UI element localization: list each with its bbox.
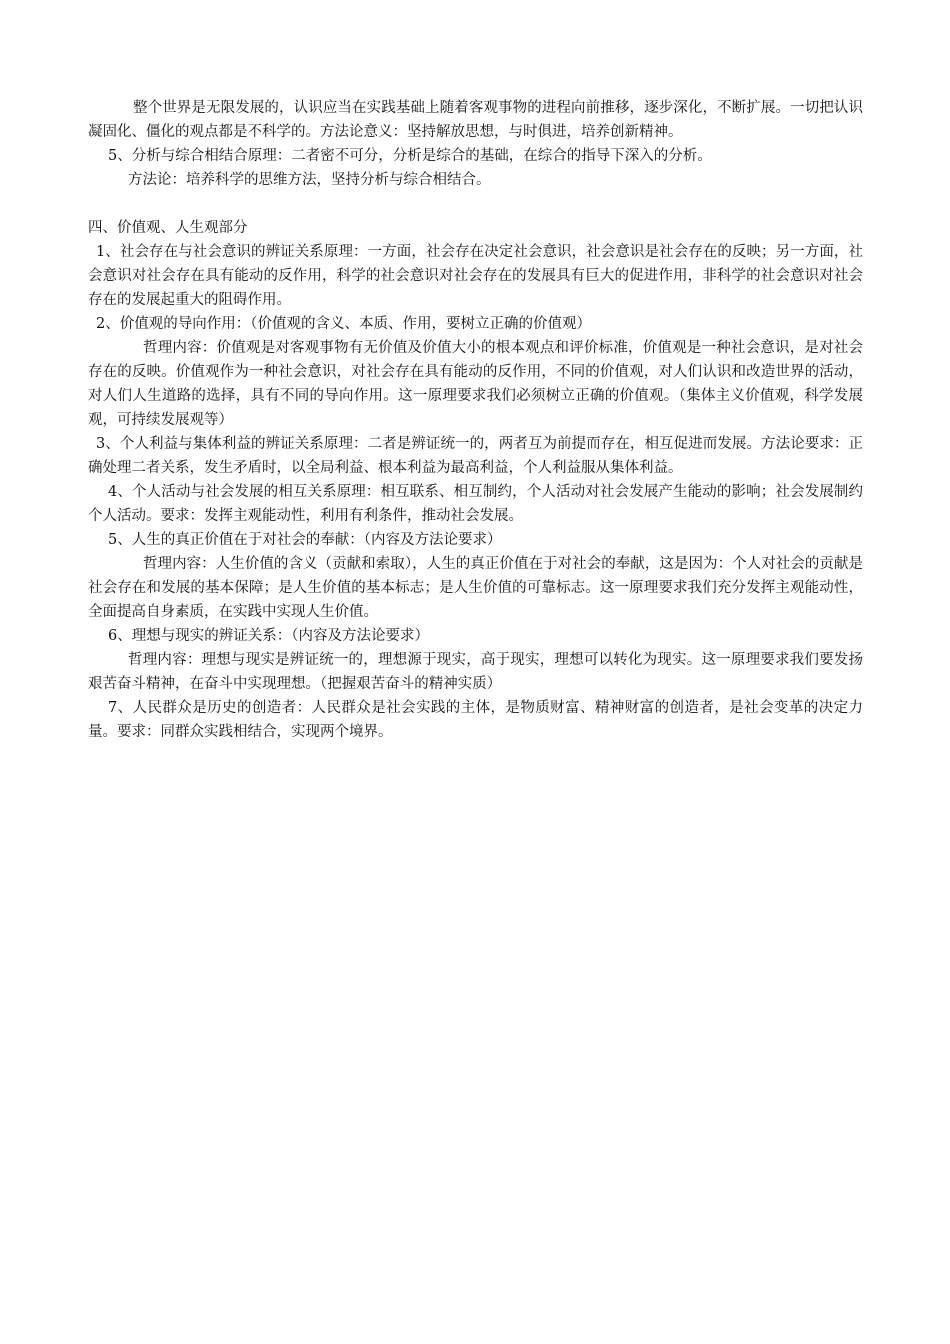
section-heading: 四、价值观、人生观部分	[88, 220, 248, 236]
paragraph-world-development: 整个世界是无限发展的，认识应当在实践基础上随着客观事物的进程向前推移，逐步深化，不断扩展。一切把认识凝固化、僵化的观点都是不科学的。方法论意义：坚持解放思想，与时俱进，培养创新精神。	[88, 100, 863, 140]
item-people-history: 7、人民群众是历史的创造者：人民群众是社会实践的主体，是物质财富、精神财富的创造者，是社会变革的决定力量。要求：同群众实践相结合，实现两个境界。	[88, 700, 863, 740]
item-ideal-reality: 6、理想与现实的辨证关系：（内容及方法论要求）	[108, 628, 429, 644]
item-individual-social-development: 4、个人活动与社会发展的相互关系原理：相互联系、相互制约，个人活动对社会发展产生能动的影响；社会发展制约个人活动。要求：发挥主观能动性，利用有利条件，推动社会发展。	[88, 484, 863, 524]
item-values-guidance-body: 哲理内容：价值观是对客观事物有无价值及价值大小的根本观点和评价标准，价值观是一种社会意识，是对社会存在的反映。价值观作为一种社会意识，对社会存在具有能动的反作用，不同的价值观，对人们认识和改造世界的活动，对人们人生道路的选择，具有不同的导向作用。这一原理要求我们必须树立正确的价值观。（集体主义价值观，科学发展观，可持续发展观等）	[88, 340, 863, 428]
item-social-existence: 1、社会存在与社会意识的辨证关系原理：一方面，社会存在决定社会意识，社会意识是社会存在的反映；另一方面，社会意识对社会存在具有能动的反作用，科学的社会意识对社会存在的发展具有巨大的促进作用，非科学的社会意识对社会存在的发展起重大的阻碍作用。	[88, 244, 863, 308]
paragraph-methodology: 方法论：培养科学的思维方法，坚持分析与综合相结合。	[128, 172, 491, 188]
item-ideal-reality-body: 哲理内容：理想与现实是辨证统一的，理想源于现实，高于现实，理想可以转化为现实。这一原理要求我们要发扬艰苦奋斗精神，在奋斗中实现理想。（把握艰苦奋斗的精神实质）	[88, 652, 863, 692]
item-life-value-body: 哲理内容：人生价值的含义（贡献和索取），人生的真正价值在于对社会的奉献，这是因为：个人对社会的贡献是社会存在和发展的基本保障；是人生价值的基本标志；是人生价值的可靠标志。这一原理要求我们充分发挥主观能动性，全面提高自身素质，在实践中实现人生价值。	[88, 556, 863, 620]
item-life-value: 5、人生的真正价值在于对社会的奉献：（内容及方法论要求）	[108, 532, 502, 548]
section-spacer	[88, 192, 863, 216]
document-body	[88, 96, 863, 744]
paragraph-analysis-synthesis: 5、分析与综合相结合原理：二者密不可分，分析是综合的基础，在综合的指导下深入的分析。	[108, 148, 712, 164]
item-individual-collective-interest: 3、个人利益与集体利益的辨证关系原理：二者是辨证统一的，两者互为前提而存在，相互促进而发展。方法论要求：正确处理二者关系，发生矛盾时，以全局利益、根本利益为最高利益，个人利益服从集体利益。	[88, 436, 863, 476]
item-values-guidance: 2、价值观的导向作用：（价值观的含义、本质、作用，要树立正确的价值观）	[96, 316, 591, 332]
